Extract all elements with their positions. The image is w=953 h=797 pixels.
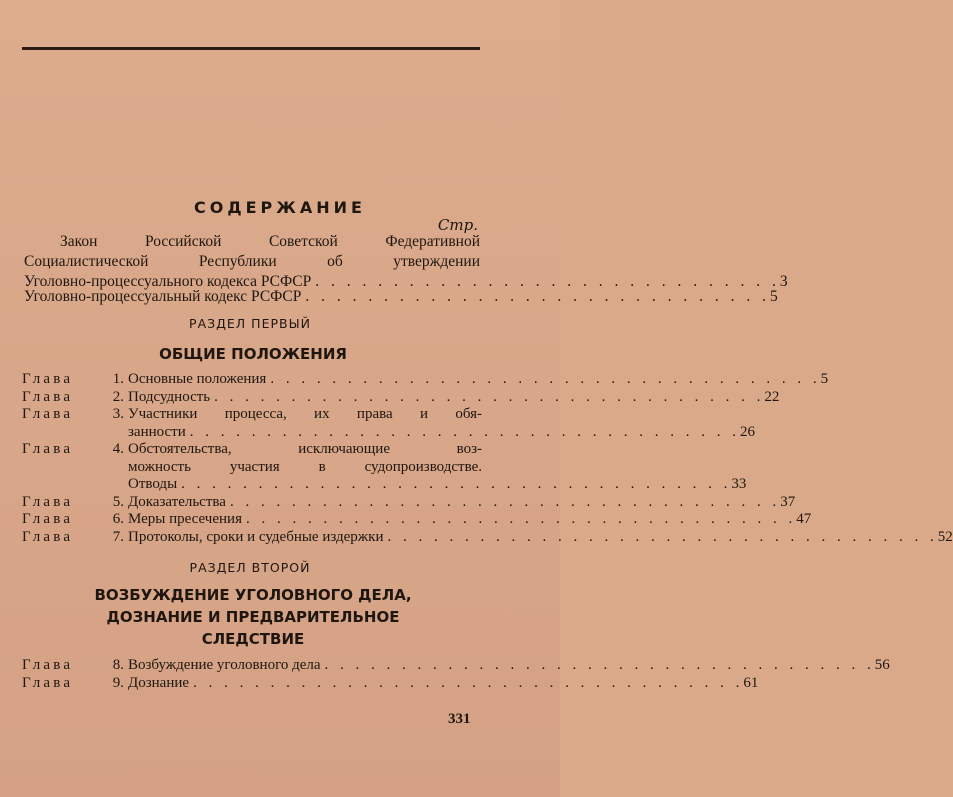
toc-chapter-row[interactable] [22, 493, 796, 512]
page-number: 331 [448, 711, 471, 727]
toc-chapter-row [22, 459, 482, 477]
page-column-label: Стр. [437, 216, 478, 234]
leader-dots: . . . . . . . . . . . . . . . . . . . . . . . . . . . . . . . . . . . . [324, 657, 875, 673]
chapter-label: Глава [22, 493, 74, 510]
toc-chapter-row [22, 423, 756, 442]
leader-dots: . . . . . . . . . . . . . . . . . . . . . . . . . . . . . . . . . . . . [229, 493, 781, 510]
toc-page-number: 61 [743, 674, 759, 691]
law-line-2: Социалистической Республики об утверждении [24, 253, 480, 270]
toc-page-number: 5 [769, 288, 778, 305]
toc-page-number: 22 [764, 388, 780, 405]
top-rule [22, 47, 480, 50]
section-2-heading-line-1: ВОЗБУЖДЕНИЕ УГОЛОВНОГО ДЕЛА, [94, 586, 412, 604]
chapter-number: 4. [112, 441, 124, 457]
chapter-title-line [128, 388, 780, 407]
section-2-heading-line-3: СЛЕДСТВИЕ [201, 630, 305, 648]
chapter-title-line [128, 371, 829, 389]
section-2-heading [0, 584, 506, 650]
toc-chapter-row[interactable] [22, 441, 482, 459]
section-2-heading-line-2: ДОЗНАНИЕ И ПРЕДВАРИТЕЛЬНОЕ [106, 608, 400, 626]
chapter-title-line [128, 476, 747, 494]
chapter-label: Глава [22, 657, 74, 673]
leader-dots: . . . . . . . . . . . . . . . . . . . . . . . . . . . . . . [305, 288, 770, 305]
leader-dots: . . . . . . . . . . . . . . . . . . . . . . . . . . . . . . . . . . . . [214, 388, 765, 405]
chapter-title-line [128, 459, 482, 477]
law-line-3: Уголовно-процессуального кодекса РСФСР [24, 273, 312, 290]
toc-page-number: 47 [796, 511, 812, 527]
chapter-number: 8. [112, 657, 124, 673]
chapter-title-line [128, 511, 812, 529]
toc-page-number: 26 [740, 423, 756, 440]
chapter-title: Участники процесса, их права и обя- [128, 406, 482, 422]
leader-dots: . . . . . . . . . . . . . . . . . . . . . . . . . . . . . . . . . . . . [245, 511, 797, 527]
chapter-title-line [128, 493, 796, 512]
section-1-heading: ОБЩИЕ ПОЛОЖЕНИЯ [159, 345, 347, 363]
chapter-number: 2. [112, 388, 124, 405]
leader-dots: . . . . . . . . . . . . . . . . . . . . . . . . . . . . . . [315, 273, 780, 290]
leader-dots: . . . . . . . . . . . . . . . . . . . . . . . . . . . . . . . . . . . . [181, 476, 732, 492]
chapter-label: Глава [22, 406, 74, 422]
toc-entry-title: Уголовно-процессуальный кодекс РСФСР [24, 288, 302, 305]
toc-chapter-row[interactable] [22, 406, 482, 424]
chapter-label: Глава [22, 674, 74, 691]
leader-dots: . . . . . . . . . . . . . . . . . . . . . . . . . . . . . . . . . . . . [270, 371, 821, 387]
chapter-label: Глава [22, 511, 74, 527]
toc-chapter-row [22, 476, 747, 494]
chapter-title: Доказательства [128, 493, 226, 510]
toc-page-number: 5 [820, 371, 829, 387]
section-2-label: РАЗДЕЛ ВТОРОЙ [189, 560, 311, 575]
toc-entry-law[interactable] [24, 232, 788, 292]
chapter-title: Обстоятельства, исключающие воз- [128, 441, 482, 457]
chapter-number: 5. [112, 493, 124, 510]
chapter-label: Глава [22, 528, 74, 545]
chapter-number: 3. [112, 406, 124, 422]
chapter-title-line [128, 674, 759, 693]
chapter-title: Основные положения [128, 371, 267, 387]
section-1-chapters [22, 371, 953, 546]
chapter-title: Возбуждение уголовного дела [128, 657, 321, 673]
chapter-number: 6. [112, 511, 124, 527]
chapter-number: 1. [112, 371, 124, 387]
toc-page-number: 37 [780, 493, 796, 510]
toc-chapter-row[interactable] [22, 511, 812, 529]
chapter-title-line [128, 528, 953, 547]
chapter-title: занности [128, 423, 186, 440]
leader-dots: . . . . . . . . . . . . . . . . . . . . . . . . . . . . . . . . . . . . [189, 423, 741, 440]
section-2-chapters [22, 657, 890, 692]
chapter-title-line [128, 441, 482, 459]
chapter-label: Глава [22, 371, 74, 387]
toc-page-number: 56 [874, 657, 890, 673]
toc-page-number: 52 [937, 528, 953, 545]
toc-entry-code[interactable] [24, 288, 778, 306]
toc-page-number: 33 [731, 476, 747, 492]
chapter-title: Дознание [128, 674, 190, 691]
toc-chapter-row[interactable] [22, 657, 890, 675]
chapter-title: Подсудность [128, 388, 211, 405]
chapter-number: 9. [112, 674, 124, 691]
chapter-title: Отводы [128, 476, 178, 492]
leader-dots: . . . . . . . . . . . . . . . . . . . . . . . . . . . . . . . . . . . . [387, 528, 938, 545]
chapter-title: Протоколы, сроки и судебные издержки [128, 528, 384, 545]
chapter-title: Меры пресечения [128, 511, 242, 527]
section-1-label: РАЗДЕЛ ПЕРВЫЙ [189, 316, 311, 331]
chapter-number: 7. [112, 528, 124, 545]
chapter-label: Глава [22, 388, 74, 405]
contents-title: СОДЕРЖАНИЕ [194, 198, 366, 217]
toc-chapter-row[interactable] [22, 674, 759, 693]
law-line-1: Закон Российской Советской Федеративной [60, 233, 480, 250]
toc-chapter-row[interactable] [22, 371, 829, 389]
toc-chapter-row[interactable] [22, 528, 953, 547]
toc-chapter-row[interactable] [22, 388, 780, 407]
chapter-title-line [128, 423, 756, 442]
chapter-title: можность участия в судопроизводстве. [128, 458, 482, 475]
chapter-label: Глава [22, 441, 74, 457]
toc-page-number: 3 [779, 273, 788, 290]
chapter-title-line [128, 657, 890, 675]
leader-dots: . . . . . . . . . . . . . . . . . . . . . . . . . . . . . . . . . . . . [193, 674, 744, 691]
chapter-title-line [128, 406, 482, 424]
